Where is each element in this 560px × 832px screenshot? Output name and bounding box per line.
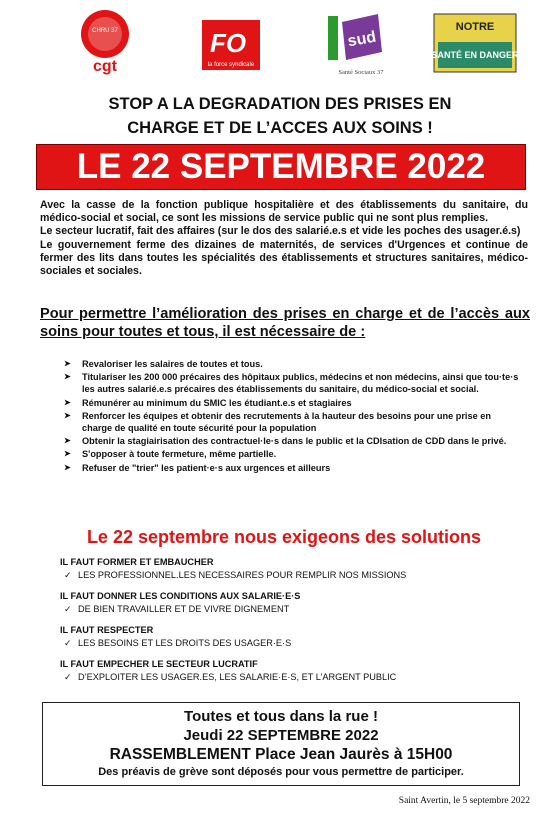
- arrow-bullet-icon: ➤: [64, 410, 71, 420]
- must-item: [60, 603, 520, 615]
- rally-place: RASSEMBLEMENT Place Jean Jaurès à 15H00: [109, 746, 453, 763]
- must-heading: IL FAUT FORMER ET EMBAUCHER: [60, 557, 214, 567]
- intro-paragraph: Le secteur lucratif, fait des affaires (sur le dos des salarié.e.s et vide les poches des usager.é.s): [40, 225, 521, 238]
- must-item: [60, 671, 520, 683]
- list-item: [64, 462, 520, 474]
- intro-text: [40, 199, 528, 278]
- must-group: [60, 624, 520, 649]
- notre-sante-en-danger-logo: [432, 12, 518, 76]
- demands-list: [64, 358, 520, 475]
- must-item-text: LES PROFESSIONNEL.LES NECESSAIRES POUR REMPLIR NOS MISSIONS: [78, 570, 407, 580]
- arrow-bullet-icon: ➤: [64, 397, 71, 407]
- must-item-text: DE BIEN TRAVAILLER ET DE VIVRE DIGNEMENT: [78, 604, 290, 614]
- svg-text:NOTRE: NOTRE: [455, 21, 495, 33]
- page-title: [20, 92, 540, 140]
- must-group: [60, 658, 520, 683]
- rally-call: Toutes et tous dans la rue !: [184, 708, 378, 725]
- logo-bar: [0, 8, 560, 80]
- intro-paragraph: Le gouvernement ferme des dizaines de maternités, de services d'Urgences et continue de fermer des lits dans toutes les spécialités des établissements et structures sanitaires, médico-sociales et sociales.: [40, 238, 528, 278]
- musts-list: [60, 556, 520, 692]
- must-group: [60, 590, 520, 615]
- svg-text:la force syndicale: la force syndicale: [207, 62, 255, 68]
- check-icon: ✓: [64, 672, 72, 682]
- svg-text:sud: sud: [346, 28, 378, 51]
- arrow-bullet-icon: ➤: [64, 449, 71, 459]
- check-icon: ✓: [64, 604, 72, 614]
- demands-slogan: Le 22 septembre nous exigeons des solutions: [86, 527, 482, 547]
- intro-paragraph: Avec la casse de la fonction publique hospitalière et des établissements du sanitaire, du médico-social et social, ce sont les missions de service public qui ne sont plus remplies.: [40, 199, 528, 225]
- demand-text: Refuser de "trier" les patient·e·s aux urgences et ailleurs: [82, 462, 331, 473]
- list-item: [64, 435, 520, 447]
- svg-text:CHRU 37: CHRU 37: [92, 28, 118, 34]
- check-icon: ✓: [64, 638, 72, 648]
- demand-text: Renforcer les équipes et obtenir des recrutements à la hauteur des besoins pour une prise en charge de qualité en toute sécurité pour la population: [82, 410, 491, 434]
- svg-text:SANTÉ EN DANGER: SANTÉ EN DANGER: [432, 50, 518, 60]
- rally-box: [42, 702, 520, 786]
- svg-text:Santé Sociaux 37: Santé Sociaux 37: [338, 69, 384, 76]
- title-line-2: CHARGE ET DE L’ACCES AUX SOINS !: [127, 119, 433, 137]
- must-group: [60, 556, 520, 581]
- arrow-bullet-icon: ➤: [64, 359, 71, 368]
- arrow-bullet-icon: ➤: [64, 372, 71, 382]
- strike-notice: Des préavis de grève sont déposés pour vous permettre de participer.: [98, 766, 464, 778]
- sud-logo: [326, 8, 396, 78]
- demand-text: S'opposer à toute fermeture, même partielle.: [82, 449, 277, 460]
- list-item: [64, 358, 520, 370]
- check-icon: ✓: [64, 570, 72, 580]
- must-item: [60, 637, 520, 649]
- title-line-1: STOP A LA DEGRADATION DES PRISES EN: [108, 95, 452, 113]
- arrow-bullet-icon: ➤: [64, 462, 71, 472]
- rally-date: Jeudi 22 SEPTEMBRE 2022: [183, 727, 379, 744]
- must-heading: IL FAUT RESPECTER: [60, 625, 154, 635]
- list-item: [64, 448, 520, 460]
- demand-text: Obtenir la stagiairisation des contractuel·le·s dans le public et la CDIsation de CDD dans le privé.: [82, 436, 507, 447]
- demand-text: Revaloriser les salaires de toutes et tous.: [82, 359, 263, 369]
- must-item-text: D’EXPLOITER LES USAGER.ES, LES SALARIE·E·S, ET L’ARGENT PUBLIC: [78, 672, 397, 682]
- list-item: [64, 371, 520, 395]
- demand-text: Rémunérer au minimum du SMIC les étudiant.e.s et stagiaires: [82, 397, 352, 408]
- list-item: [64, 397, 520, 409]
- must-heading: IL FAUT EMPECHER LE SECTEUR LUCRATIF: [60, 659, 258, 669]
- arrow-bullet-icon: ➤: [64, 436, 71, 446]
- demands-heading: Pour permettre l’amélioration des prises en charge et de l’accès aux soins pour toutes et tous, il est nécessaire de :: [40, 306, 530, 340]
- fo-logo: [196, 14, 266, 74]
- demand-text: Titulariser les 200 000 précaires des hôpitaux publics, médecins et non médecins, ainsi que tou·te·s les autres salarié.e.s précaires des établissements du sanitaire, du médico-social et social.: [82, 372, 519, 395]
- cgt-logo: [72, 8, 138, 76]
- must-item: [60, 569, 520, 581]
- list-item: [64, 410, 520, 434]
- must-heading: IL FAUT DONNER LES CONDITIONS AUX SALARIE·E·S: [60, 591, 301, 601]
- svg-text:FO: FO: [209, 28, 247, 58]
- place-date-footer: Saint Avertin, le 5 septembre 2022: [398, 796, 530, 806]
- must-item-text: LES BESOINS ET LES DROITS DES USAGER·E·S: [78, 638, 292, 648]
- date-banner: LE 22 SEPTEMBRE 2022: [36, 144, 526, 190]
- svg-text:cgt: cgt: [93, 58, 117, 75]
